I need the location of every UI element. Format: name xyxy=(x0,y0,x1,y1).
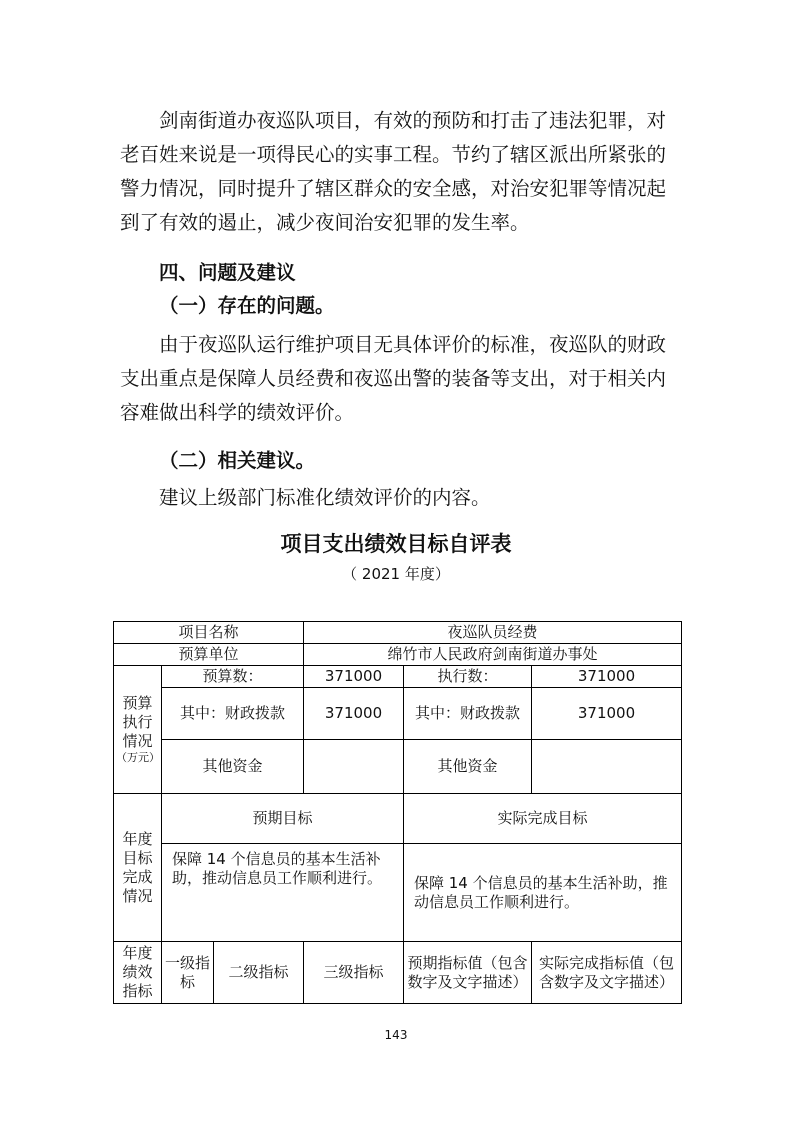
perf-indicator-label: 年度绩效指标 xyxy=(114,942,162,1004)
level1-indicator-header: 一级指标 xyxy=(162,942,214,1004)
paragraph-1: 剑南街道办夜巡队项目，有效的预防和打击了违法犯罪，对老百姓来说是一项得民心的实事工程。节约了辖区派出所紧张的警力情况，同时提升了辖区群众的安全感，对治安犯罪等情况起到了有效的遏止，减少夜间治安犯罪的发生率。 xyxy=(120,109,667,234)
page-number: 143 xyxy=(384,1028,408,1042)
table-title: 项目支出绩效目标自评表 xyxy=(280,532,512,556)
budget-exec-label-cell xyxy=(114,666,162,794)
other-funds-exec-label: 其他资金 xyxy=(404,740,532,794)
heading-problems-suggestions: 四、问题及建议 xyxy=(159,261,296,284)
exec-count-value: 371000 xyxy=(532,666,682,688)
level2-indicator-header: 二级指标 xyxy=(214,942,304,1004)
other-funds-exec-value xyxy=(532,740,682,794)
expected-value-header: 预期指标值（包含数字及文字描述） xyxy=(404,942,532,1004)
actual-value-header: 实际完成指标值（包含数字及文字描述） xyxy=(532,942,682,1004)
annual-goal-label: 年度目标完成情况 xyxy=(114,794,162,942)
paragraph-2: 由于夜巡队运行维护项目无具体评价的标准，夜巡队的财政支出重点是保障人员经费和夜巡出警的装备等支出，对于相关内容难做出科学的绩效评价。 xyxy=(120,333,667,424)
self-evaluation-table xyxy=(113,621,682,1004)
other-funds-budget-label: 其他资金 xyxy=(162,740,304,794)
fiscal-exec-label: 其中：财政拨款 xyxy=(404,688,532,740)
actual-goal-label: 实际完成目标 xyxy=(404,794,682,844)
budget-count-value: 371000 xyxy=(304,666,404,688)
budget-unit-value: 绵竹市人民政府剑南街道办事处 xyxy=(304,644,682,666)
budget-count-label: 预算数： xyxy=(162,666,304,688)
fiscal-budget-value: 371000 xyxy=(304,688,404,740)
subheading-existing-problems: （一）存在的问题。 xyxy=(159,294,335,317)
expected-goal-label: 预期目标 xyxy=(162,794,404,844)
table-year: （ 2021 年度） xyxy=(342,565,450,583)
subheading-suggestions: （二）相关建议。 xyxy=(159,449,316,472)
expected-goal-text: 保障 14 个信息员的基本生活补助，推动信息员工作顺利进行。 xyxy=(162,844,404,942)
level3-indicator-header: 三级指标 xyxy=(304,942,404,1004)
paragraph-3: 建议上级部门标准化绩效评价的内容。 xyxy=(159,486,491,509)
other-funds-budget-value xyxy=(304,740,404,794)
project-name-value: 夜巡队员经费 xyxy=(304,622,682,644)
exec-count-label: 执行数： xyxy=(404,666,532,688)
unit-note: （万元） xyxy=(116,751,160,764)
fiscal-budget-label: 其中：财政拨款 xyxy=(162,688,304,740)
project-name-label: 项目名称 xyxy=(114,622,304,644)
budget-exec-label: 预算执行情况 xyxy=(122,694,153,750)
actual-goal-text: 保障 14 个信息员的基本生活补助，推动信息员工作顺利进行。 xyxy=(404,844,682,942)
budget-unit-label: 预算单位 xyxy=(114,644,304,666)
fiscal-exec-value: 371000 xyxy=(532,688,682,740)
